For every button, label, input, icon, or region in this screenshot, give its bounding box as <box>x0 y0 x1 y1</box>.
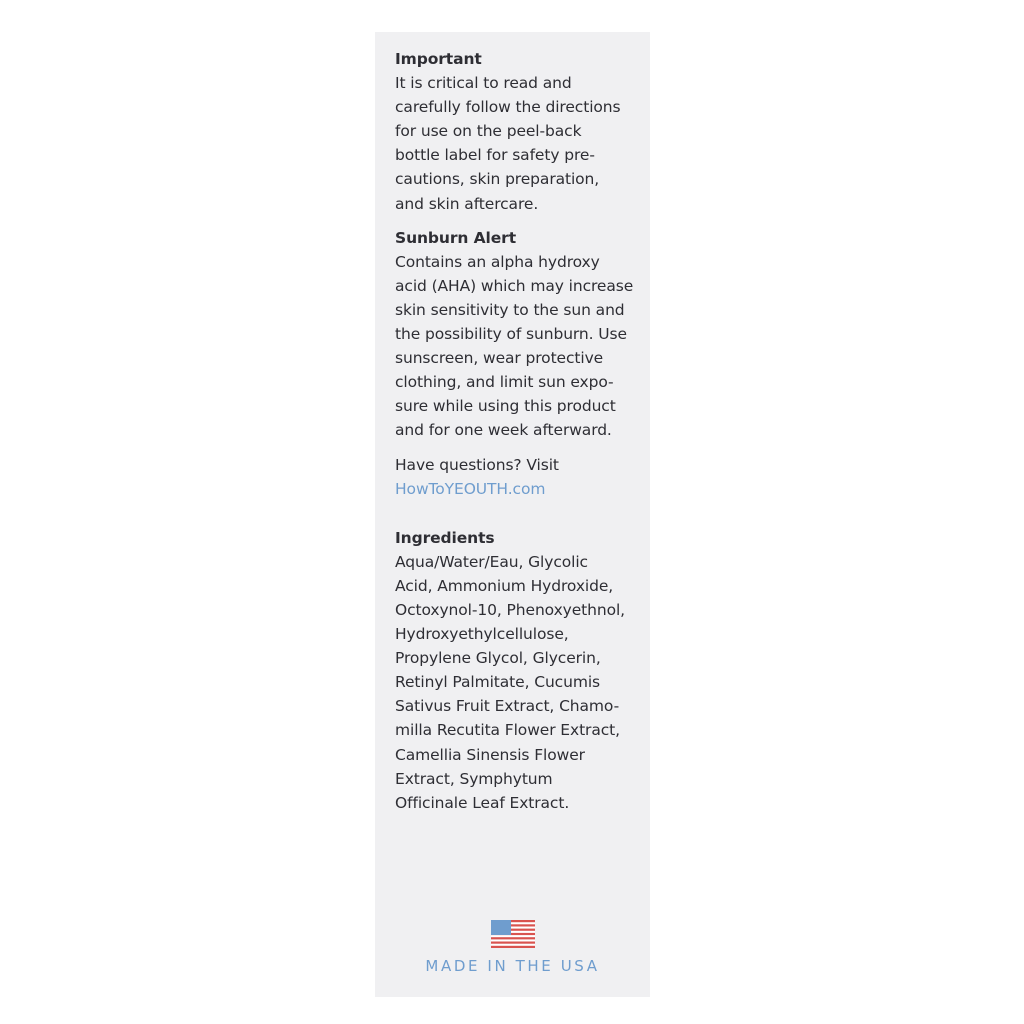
ingredients-section <box>395 526 645 815</box>
sunburn-heading: Sunburn Alert <box>395 228 517 247</box>
important-heading: Important <box>395 50 482 68</box>
made-in-usa-label: MADE IN THE USA <box>425 957 600 975</box>
us-flag-icon <box>491 920 535 948</box>
website-link[interactable]: HowToYEOUTH.com <box>395 479 546 498</box>
questions-text: Have questions? Visit <box>395 455 559 474</box>
ingredients-heading: Ingredients <box>395 528 495 547</box>
ingredients-text: Aqua/Water/Eau, Glycolic Acid, Ammonium Hydroxide, Octoxynol-10, Phenoxyethnol, Hydroxyethylcellulose, Propylene Glycol, Glycerin, Retinyl Palmitate, Cucumis Sativus Fruit Extract, Chamo- milla Recutita Flower Extract, Camellia Sinensis Flower Extract, Symphytum Officinale Leaf Extract. <box>395 552 625 812</box>
sunburn-text: Contains an alpha hydroxy acid (AHA) which may increase skin sensitivity to the sun and the possibility of sunburn. Use sunscreen, wear protective clothing, and limit sun expo- sure while using this product and for one week afterward. <box>395 252 634 440</box>
sunburn-section <box>395 226 645 443</box>
important-section <box>395 47 645 216</box>
label-panel <box>375 32 650 997</box>
label-content <box>395 47 645 815</box>
important-text: It is critical to read and carefully follow the directions for use on the peel-back bottle label for safety pre- cautions, skin preparation, and skin aftercare. <box>395 74 621 213</box>
questions-section <box>395 453 645 501</box>
